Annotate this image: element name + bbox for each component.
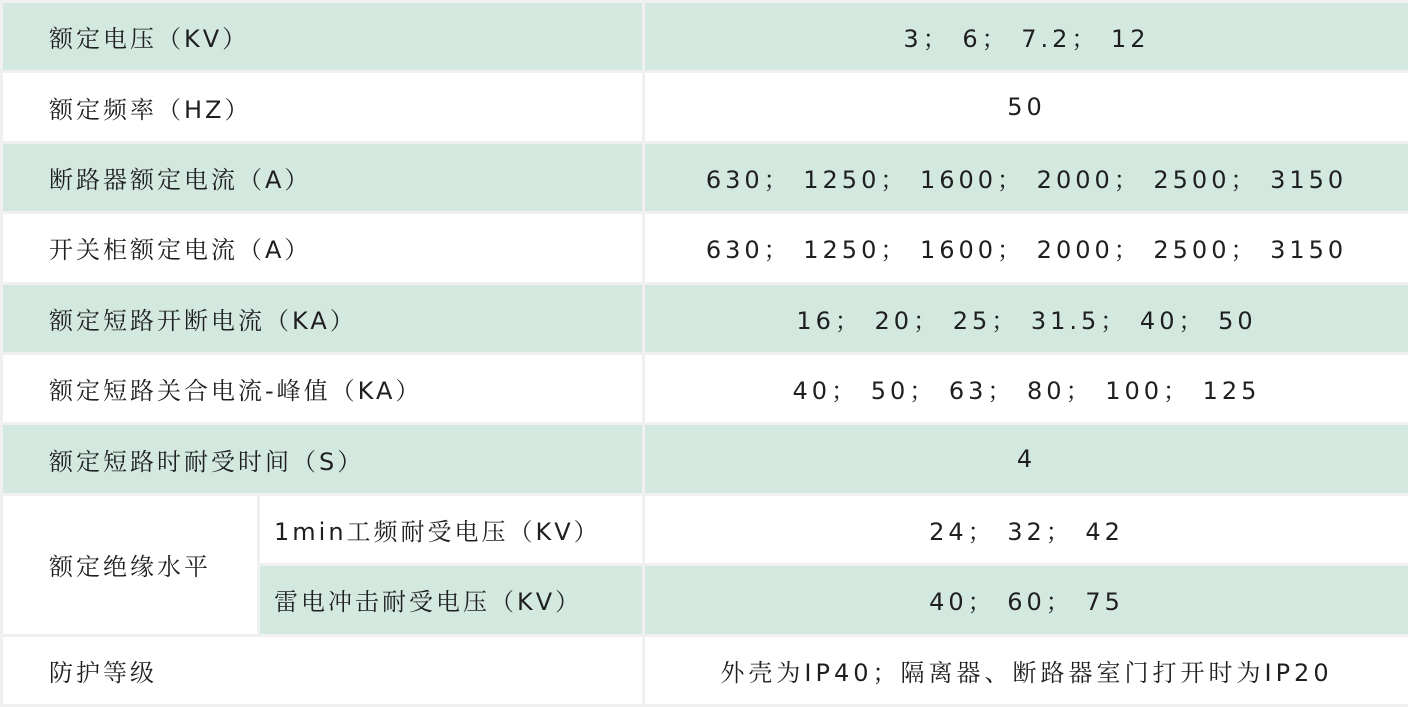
table-row (2, 424, 1408, 494)
row-label-insulation-level: 额定绝缘水平 (2, 494, 259, 635)
row-value-rated-frequency: 50 (644, 72, 1408, 142)
row-value-switchgear-current: 630； 1250； 1600； 2000； 2500； 3150 (644, 213, 1408, 283)
row-label-breaking-current: 额定短路开断电流（KA） (2, 283, 644, 353)
row-label-switchgear-current: 开关柜额定电流（A） (2, 213, 644, 283)
row-value-withstand-time: 4 (644, 424, 1408, 494)
table-row (2, 142, 1408, 212)
row-value-breaking-current: 16； 20； 25； 31.5； 40； 50 (644, 283, 1408, 353)
row-label-breaker-current: 断路器额定电流（A） (2, 142, 644, 212)
row-label-making-current: 额定短路关合电流-峰值（KA） (2, 353, 644, 423)
table-row (2, 494, 1408, 564)
table-row (2, 2, 1408, 72)
table-row (2, 283, 1408, 353)
row-label-protection-class: 防护等级 (2, 635, 644, 705)
row-value-rated-voltage: 3； 6； 7.2； 12 (644, 2, 1408, 72)
row-value-protection-class: 外壳为IP40；隔离器、断路器室门打开时为IP20 (644, 635, 1408, 705)
row-value-power-frequency-withstand: 24； 32； 42 (644, 494, 1408, 564)
row-value-breaker-current: 630； 1250； 1600； 2000； 2500； 3150 (644, 142, 1408, 212)
row-label-rated-frequency: 额定频率（HZ） (2, 72, 644, 142)
row-label-power-frequency-withstand: 1min工频耐受电压（KV） (259, 494, 644, 564)
row-value-making-current: 40； 50； 63； 80； 100； 125 (644, 353, 1408, 423)
row-value-lightning-impulse-withstand: 40； 60； 75 (644, 565, 1408, 635)
table-row (2, 635, 1408, 705)
row-label-withstand-time: 额定短路时耐受时间（S） (2, 424, 644, 494)
row-label-lightning-impulse-withstand: 雷电冲击耐受电压（KV） (259, 565, 644, 635)
table-row (2, 72, 1408, 142)
table-row (2, 213, 1408, 283)
row-label-rated-voltage: 额定电压（KV） (2, 2, 644, 72)
table-row (2, 353, 1408, 423)
